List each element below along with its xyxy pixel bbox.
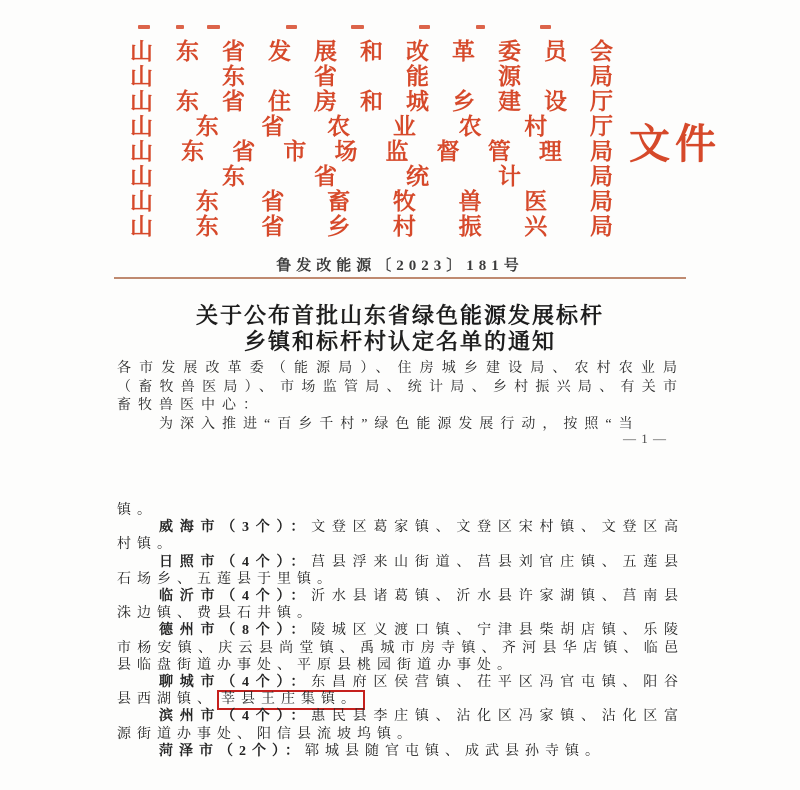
city-entry-label: 德州市（8个）： [159,623,312,639]
cropped-text-remnant [419,25,430,29]
page1-body [117,360,684,434]
agency-name: 山东省农业农村厅 [130,114,613,139]
city-entry-linyi [117,588,684,622]
agency-name: 山东省住房和城乡建设厅 [130,89,613,114]
cropped-text-remnant [286,25,297,29]
city-entry-towns: 东昌府区侯营镇、茌平区冯官屯镇、阳谷县西湖镇、 [117,675,685,708]
cropped-text-remnant [176,25,184,29]
agency-name: 山东省市场监督管理局 [130,139,613,164]
cropped-text-remnant [138,25,150,29]
city-entry-towns: 惠民县李庄镇、沾化区冯家镇、沾化区富源街道办事处、阳信县流坡坞镇。 [117,709,685,742]
city-entry-binzhou [117,708,684,742]
cropped-text-remnant [476,25,485,29]
recipients-line: 各市发展改革委（能源局）、住房城乡建设局、农村农业局（畜牧兽医局）、市场监管局、统计局、乡村振兴局、有关市畜牧兽医中心： [117,361,684,413]
city-entry-rizhao [117,554,684,588]
city-entry-label: 菏泽市（2个）： [159,743,305,759]
cropped-text-remnant [351,25,364,29]
page-number: — 1 — [623,431,667,446]
page2-body [117,502,684,760]
city-entry-towns: 沂水县诸葛镇、沂水县许家湖镇、莒南县洙边镇、费县石井镇。 [117,589,685,622]
city-entry-liaocheng [117,674,684,708]
agency-name: 山东省发展和改革委员会 [130,39,613,64]
cropped-text-remnant [207,25,220,29]
city-entry-label: 临沂市（4个）： [159,589,312,605]
letterhead-divider-rule [114,277,686,279]
agency-name: 山东省能源局 [130,64,613,89]
city-entry-towns: 郓城县随官屯镇、成武县孙寺镇。 [305,743,605,759]
city-entry-heze [117,743,684,760]
city-entry-dezhou [117,622,684,674]
city-entry-towns: 莒县浮来山街道、莒县刘官庄镇、五莲县石场乡、五莲县于里镇。 [117,554,685,587]
city-entry-label: 日照市（4个）： [159,554,312,570]
city-entry-label: 聊城市（4个）： [159,675,312,691]
document-number: 鲁发改能源〔2023〕181号 [276,258,524,274]
agency-name: 山东省乡村振兴局 [130,214,613,239]
letterhead-agency-list [130,39,613,239]
city-entry-label: 威海市（3个）： [159,520,312,536]
file-word-label: 文件 [629,121,721,167]
continuation-line: 镇。 [117,503,157,518]
city-entry-towns: 文登区葛家镇、文登区宋村镇、文登区高村镇。 [117,520,685,553]
city-entry-weihai [117,519,684,553]
agency-name: 山东省畜牧兽医局 [130,189,613,214]
city-entry-label: 滨州市（4个）： [159,709,312,725]
city-entry-towns: 陵城区义渡口镇、宁津县柴胡店镇、乐陵市杨安镇、庆云县尚堂镇、禹城市房寺镇、齐河县华店镇、临邑县临盘街道办事处、平原县桃园街道办事处。 [117,623,685,673]
opening-paragraph: 为深入推进“百乡千村”绿色能源发展行动，按照“当 [159,416,640,432]
document-title-line1: 关于公布首批山东省绿色能源发展标杆 [195,303,604,328]
highlighted-town-red-box: 莘县王庄集镇。 [217,690,365,710]
document-title-line2: 乡镇和标杆村认定名单的通知 [243,329,556,354]
document-title [75,303,725,355]
agency-name: 山东省统计局 [130,164,613,189]
cropped-text-remnant [540,25,551,29]
